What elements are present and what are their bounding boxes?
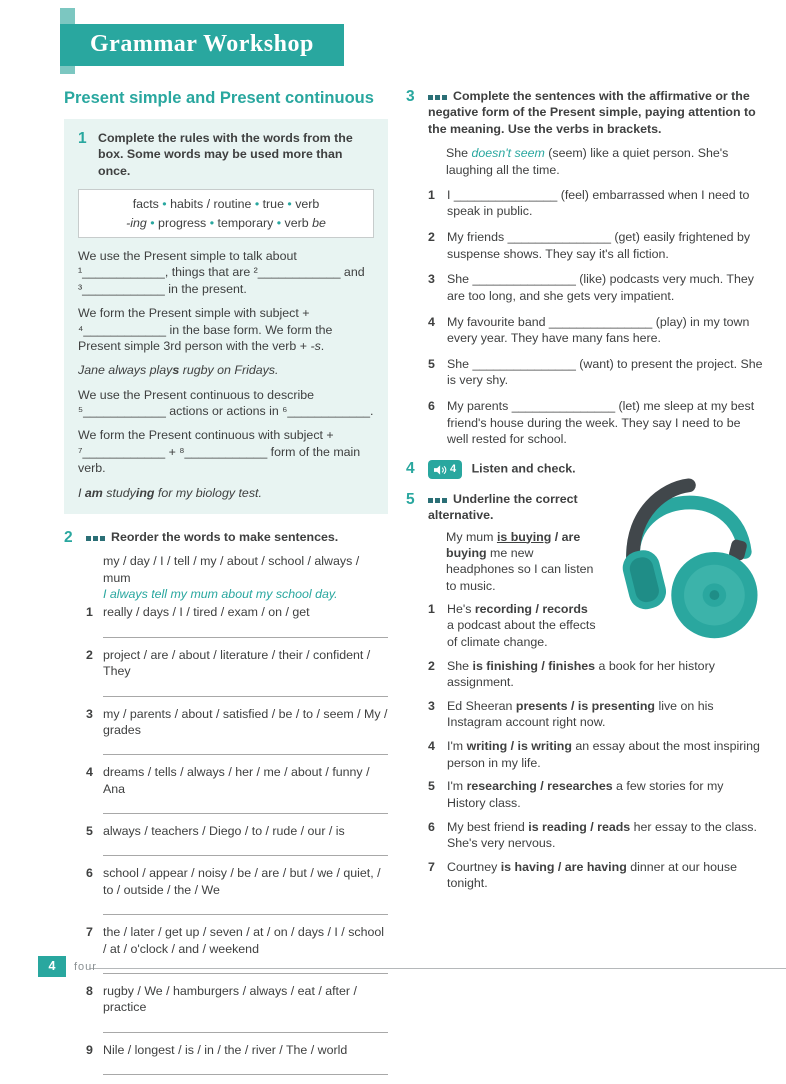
item-number: 2 (428, 658, 435, 673)
page-number-word: four (74, 961, 97, 973)
answer-line (103, 623, 388, 638)
section-title: Present simple and Present continuous (64, 89, 374, 107)
ex2-item (86, 647, 388, 680)
answer-line (103, 841, 388, 856)
exercise-1-instruction: Complete the rules with the words from the box. Some words may be used more than once. (98, 130, 353, 178)
item-words: always / teachers / Diego / to / rude / our / is (103, 824, 345, 839)
item-sentence: I'm writing / is writing an essay about the most inspiring person in my life. (447, 739, 760, 770)
item-number: 5 (86, 824, 93, 839)
word-box-line: -ing • progress • temporary • verb be (126, 215, 326, 230)
ex5-item (428, 601, 598, 650)
ex5-item (428, 738, 764, 771)
ex3-item (428, 314, 764, 347)
exercise-1-header (78, 130, 374, 179)
item-number: 9 (86, 1042, 93, 1057)
grammar-rule: We use the Present simple to talk about ¹____________, things that are ²____________ and ³____________ in the present. (78, 249, 365, 296)
ex2-item (86, 706, 388, 739)
item-number: 4 (428, 314, 435, 329)
ex3-item (428, 271, 764, 304)
ex2-item (86, 865, 388, 898)
item-number: 2 (428, 230, 435, 245)
exercise-5 (406, 491, 764, 892)
right-column (406, 88, 764, 899)
item-number: 7 (428, 859, 435, 874)
answer-line (103, 900, 388, 915)
item-number: 3 (428, 272, 435, 287)
item-sentence: Ed Sheeran presents / is presenting live on his Instagram account right now. (447, 698, 714, 730)
item-number: 3 (86, 706, 93, 721)
grammar-example: I am studying for my biology test. (78, 485, 262, 500)
exercise-2 (64, 529, 388, 1075)
ex5-item (428, 698, 764, 731)
exercise-2-header (86, 529, 388, 545)
page-banner (60, 24, 344, 66)
ex5-item (428, 859, 764, 892)
ex2-item (86, 983, 388, 1016)
item-words: dreams / tells / always / her / me / about / funny / Ana (103, 765, 370, 796)
ex2-item (86, 1042, 388, 1058)
item-words: project / are / about / literature / their / confident / They (103, 647, 371, 679)
ex2-item (86, 823, 388, 839)
item-sentence: Courtney is having / are having dinner at our house tonight. (447, 859, 737, 891)
exercise-1 (64, 119, 388, 514)
item-sentence: She is finishing / finishes a book for her history assignment. (447, 658, 715, 690)
answer-line (103, 682, 388, 697)
audio-track-badge (428, 460, 462, 479)
ex3-item (428, 356, 764, 389)
exercise-5-header (428, 491, 764, 524)
item-number: 6 (428, 819, 435, 834)
example-words: my / day / I / tell / my / about / school / always / mum (103, 554, 360, 585)
grammar-rule: We form the Present simple with subject + ⁴____________ in the base form. We form the Present simple 3rd person with the verb + -s. (78, 306, 333, 353)
exercise-2-number: 2 (64, 528, 73, 546)
exercise-3 (406, 88, 764, 447)
item-sentence: My parents _______________ (let) me sleep at my best friend's house during the week. They say I need to be well rested for school. (447, 399, 755, 446)
item-number: 6 (86, 866, 93, 881)
word-box (78, 189, 374, 238)
item-number: 1 (86, 605, 93, 620)
item-number: 5 (428, 779, 435, 794)
item-number: 7 (86, 925, 93, 940)
word-box-line: facts • habits / routine • true • verb (132, 196, 320, 211)
answer-line (103, 959, 388, 974)
exercise-4-instruction: Listen and check. (471, 461, 576, 476)
grammar-example: Jane always plays rugby on Fridays. (78, 363, 279, 378)
answer-line (103, 1060, 388, 1075)
item-sentence: I'm researching / researches a few stories for my History class. (447, 779, 724, 810)
left-column (64, 88, 388, 1084)
item-words: rugby / We / hamburgers / always / eat / after / practice (103, 983, 357, 1015)
item-number: 8 (86, 983, 93, 998)
item-words: really / days / I / tired / exam / on / get (103, 605, 310, 620)
difficulty-squares-icon (428, 491, 449, 507)
item-number: 1 (428, 602, 435, 617)
item-sentence: My best friend is reading / reads her essay to the class. She's very nervous. (447, 819, 757, 851)
grammar-rule: We form the Present continuous with subject + ⁷____________ + ⁸____________ form of the main verb. (78, 428, 361, 476)
ex2-item (86, 604, 388, 620)
exercise-5-number: 5 (406, 490, 415, 508)
exercise-3-example: She doesn't seem (seem) like a quiet person. She's laughing all the time. (446, 146, 729, 177)
item-words: my / parents / about / satisfied / be / to / seem / My / grades (103, 706, 388, 737)
item-sentence: She _______________ (like) podcasts very much. They are too long, and she gets very impatient. (447, 272, 754, 303)
answer-line (103, 1018, 388, 1033)
exercise-3-header (428, 88, 764, 137)
item-sentence: My favourite band _______________ (play) in my town every year. They have many fans here. (447, 314, 750, 345)
item-number: 1 (428, 187, 435, 202)
exercise-3-number: 3 (406, 88, 415, 105)
item-number: 4 (428, 739, 435, 754)
item-sentence: He's recording / records a podcast about the effects of climate change. (447, 602, 596, 649)
footer-rule (90, 968, 786, 969)
exercise-4 (406, 460, 764, 479)
exercise-5-example: My mum is buying / are buying me new headphones so I can listen to music. (446, 529, 594, 593)
ex2-item (86, 764, 388, 797)
exercise-3-instruction: Complete the sentences with the affirmative or the negative form of the Present simple, paying attention to the meaning. Use the verbs in brackets. (428, 89, 756, 136)
ex3-item (428, 229, 764, 262)
ex5-item (428, 658, 764, 691)
item-number: 3 (428, 698, 435, 713)
ex3-item (428, 187, 764, 220)
ex5-item (428, 778, 764, 811)
item-number: 5 (428, 356, 435, 371)
example-answer: I always tell my mum about my school day. (103, 587, 338, 602)
item-sentence: I _______________ (feel) embarrassed when I need to speak in public. (447, 187, 750, 219)
item-number: 4 (86, 765, 93, 780)
item-sentence: She _______________ (want) to present the project. She is very shy. (447, 356, 763, 388)
item-sentence: My friends _______________ (get) easily frightened by suspense shows. They say it's all fiction. (447, 230, 751, 261)
answer-line (103, 799, 388, 814)
ex5-item (428, 819, 764, 852)
ex3-item (428, 398, 764, 447)
item-words: Nile / longest / is / in / the / river / The / world (103, 1042, 348, 1057)
audio-track-number: 4 (450, 463, 457, 476)
banner-title: Grammar Workshop (90, 31, 314, 58)
item-number: 6 (428, 399, 435, 414)
ex2-item (86, 924, 388, 957)
item-words: school / appear / noisy / be / are / but / we / quiet, / to / outside / the / We (103, 866, 381, 897)
exercise-4-number: 4 (406, 460, 415, 478)
item-number: 2 (86, 647, 93, 662)
exercise-2-example (103, 553, 388, 602)
exercise-5-instruction: Underline the correct alternative. (428, 491, 578, 523)
speaker-icon (434, 465, 447, 475)
exercise-2-instruction: Reorder the words to make sentences. (111, 529, 339, 544)
grammar-rule: We use the Present continuous to describe ⁵____________ actions or actions in ⁶____________. (78, 387, 374, 419)
item-words: the / later / get up / seven / at / on / days / I / school / at / o'clock / and / weekend (103, 925, 385, 956)
answer-line (103, 740, 388, 755)
exercise-1-number: 1 (78, 129, 87, 147)
difficulty-squares-icon (428, 88, 449, 104)
difficulty-squares-icon (86, 529, 107, 545)
page-number-badge: 4 (38, 956, 66, 977)
